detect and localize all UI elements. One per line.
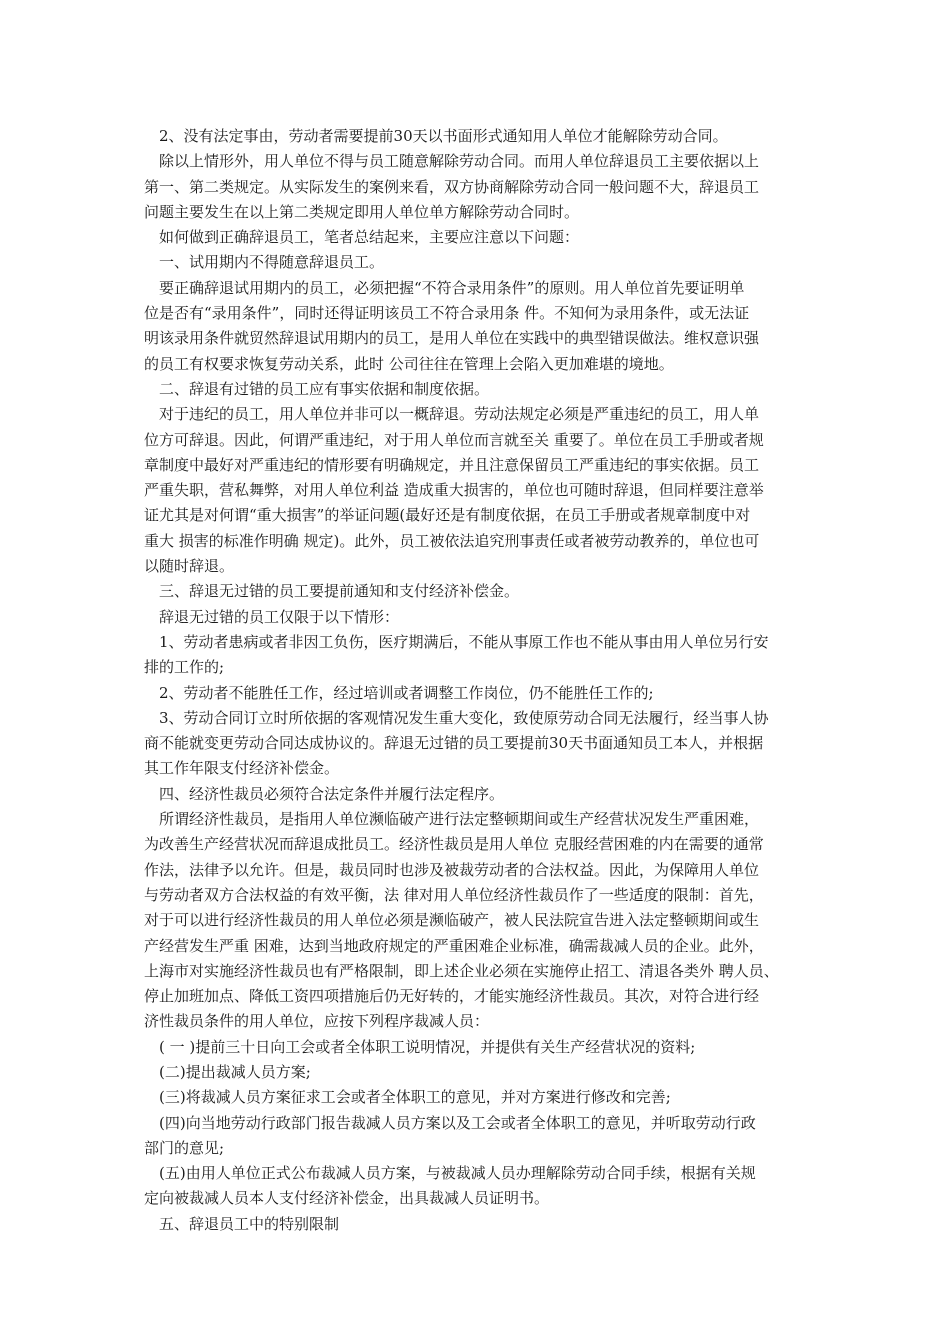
text-line: 为改善生产经营状况而辞退成批员工。经济性裁员是用人单位 克服经营困难的内在需要的通常	[144, 835, 764, 854]
text-line: 排的工作的;	[144, 658, 225, 677]
document-body	[144, 124, 816, 1237]
list-item: (四)向当地劳动行政部门报告裁减人员方案以及工会或者全体职工的意见，并听取劳动行政	[144, 1113, 756, 1132]
list-item: 1、劳动者患病或者非因工负伤，医疗期满后，不能从事原工作也不能从事由用人单位另行安	[144, 632, 769, 651]
section-heading: 三、辞退无过错的员工要提前通知和支付经济补偿金。	[144, 582, 520, 601]
text-line: 所谓经济性裁员，是指用人单位濒临破产进行法定整顿期间或生产经营状况发生严重困难，	[144, 810, 760, 829]
text-line: 位是否有“录用条件”，同时还得证明该员工不符合录用条 件。不知何为录用条件，或无法证	[144, 304, 750, 323]
text-line: 对于违纪的员工，用人单位并非可以一概辞退。劳动法规定必须是严重违纪的员工，用人单	[144, 405, 760, 424]
text-line: 其工作年限支付经济补偿金。	[144, 759, 340, 778]
text-line: 证尤其是对何谓“重大损害”的举证问题(最好还是有制度依据，在员工手册或者规章制度中对	[144, 506, 751, 525]
text-line: 作法，法律予以允许。但是，裁员同时也涉及被裁劳动者的合法权益。因此，为保障用人单位	[144, 860, 760, 879]
list-item: 2、劳动者不能胜任工作，经过培训或者调整工作岗位，仍不能胜任工作的;	[144, 683, 654, 702]
list-item: (五)由用人单位正式公布裁减人员方案，与被裁减人员办理解除劳动合同手续，根据有关规	[144, 1164, 756, 1183]
text-line: 商不能就变更劳动合同达成协议的。辞退无过错的员工要提前30天书面通知员工本人，并根据	[144, 734, 764, 753]
text-line: 要正确辞退试用期内的员工，必须把握“不符合录用条件”的原则。用人单位首先要证明单	[144, 278, 745, 297]
text-line: 产经营发生严重 困难，达到当地政府规定的严重困难企业标准，确需裁减人员的企业。此外，	[144, 936, 764, 955]
section-heading: 二、辞退有过错的员工应有事实依据和制度依据。	[144, 379, 490, 398]
text-line: 严重失职，营私舞弊，对用人单位利益 造成重大损害的，单位也可随时辞退，但同样要注意举	[144, 481, 764, 500]
text-line: 以随时辞退。	[144, 557, 235, 576]
text-line: 停止加班加点、降低工资四项措施后仍无好转的，才能实施经济性裁员。其次，对符合进行经	[144, 987, 760, 1006]
list-item: ( 一 )提前三十日向工会或者全体职工说明情况，并提供有关生产经营状况的资料;	[144, 1037, 696, 1056]
text-line: 对于可以进行经济性裁员的用人单位必须是濒临破产，被人民法院宣告进入法定整顿期间或生	[144, 911, 760, 930]
text-line: 与劳动者双方合法权益的有效平衡，法 律对用人单位经济性裁员作了一些适度的限制：首先，	[144, 885, 764, 904]
text-line: 重大 损害的标准作明确 规定)。此外，员工被依法追究刑事责任或者被劳动教养的，单位也可	[144, 531, 760, 550]
list-item: 3、劳动合同订立时所依据的客观情况发生重大变化，致使原劳动合同无法履行，经当事人协	[144, 708, 769, 727]
text-line: 除以上情形外，用人单位不得与员工随意解除劳动合同。而用人单位辞退员工主要依据以上	[144, 152, 760, 171]
text-line: 部门的意见;	[144, 1138, 225, 1157]
text-line: 2、没有法定事由，劳动者需要提前30天以书面形式通知用人单位才能解除劳动合同。	[144, 127, 728, 145]
text-line: 明该录用条件就贸然辞退试用期内的员工，是用人单位在实践中的典型错误做法。维权意识强	[144, 329, 760, 348]
text-line: 章制度中最好对严重违纪的情形要有明确规定，并且注意保留员工严重违纪的事实依据。员工	[144, 455, 760, 474]
text-line: 上海市对实施经济性裁员也有严格限制，即上述企业必须在实施停止招工、清退各类外 聘人员、	[144, 961, 779, 980]
text-line: 的员工有权要求恢复劳动关系，此时 公司往往在管理上会陷入更加难堪的境地。	[144, 354, 674, 373]
list-item: (三)将裁减人员方案征求工会或者全体职工的意见，并对方案进行修改和完善;	[144, 1088, 671, 1107]
text-line: 辞退无过错的员工仅限于以下情形：	[144, 607, 400, 626]
section-heading: 一、试用期内不得随意辞退员工。	[144, 253, 385, 272]
text-line: 位方可辞退。因此，何谓严重违纪，对于用人单位而言就至关 重要了。单位在员工手册或者规	[144, 430, 764, 449]
section-heading: 四、经济性裁员必须符合法定条件并履行法定程序。	[144, 784, 505, 803]
list-item: (二)提出裁减人员方案;	[144, 1062, 311, 1081]
text-line: 问题主要发生在以上第二类规定即用人单位单方解除劳动合同时。	[144, 202, 580, 221]
section-heading: 五、辞退员工中的特别限制	[144, 1214, 340, 1233]
text-line: 如何做到正确辞退员工，笔者总结起来，主要应注意以下问题：	[144, 228, 580, 247]
text-line: 济性裁员条件的用人单位，应按下列程序裁减人员：	[144, 1012, 490, 1031]
text-line: 第一、第二类规定。从实际发生的案例来看，双方协商解除劳动合同一般问题不大，辞退员工	[144, 177, 760, 196]
text-line: 定向被裁减人员本人支付经济补偿金，出具裁减人员证明书。	[144, 1189, 550, 1208]
